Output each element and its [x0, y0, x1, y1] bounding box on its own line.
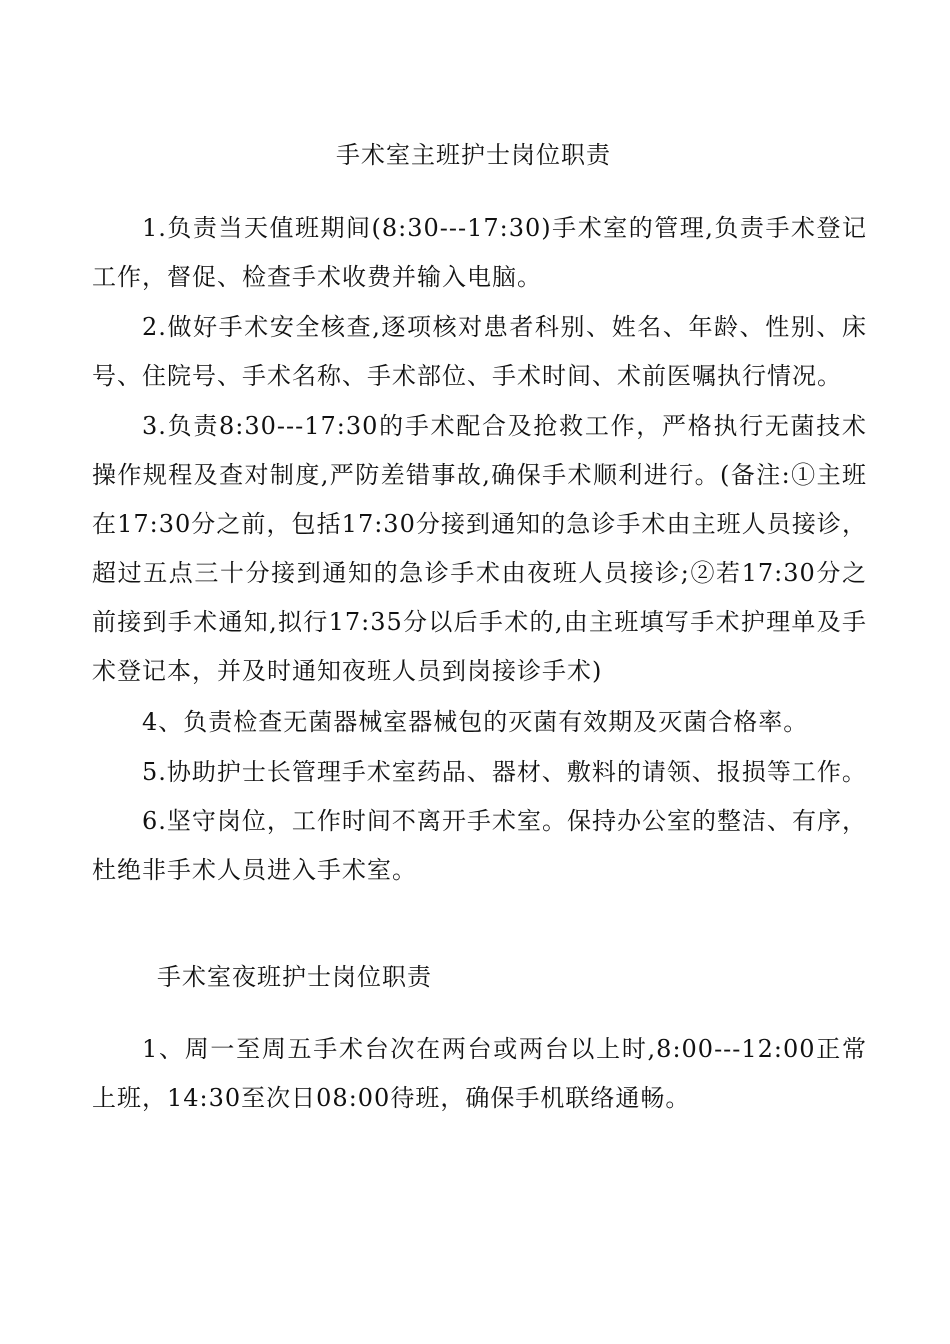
paragraph-duty-2: 2.做好手术安全核查,逐项核对患者科别、姓名、年龄、性别、床号、住院号、手术名称、手术部位、手术时间、术前医嘱执行情况。: [92, 313, 867, 390]
paragraph-duty-4: 4、负责检查无菌器械室器械包的灭菌有效期及灭菌合格率。: [142, 708, 809, 736]
paragraph-duty-3: 3.负责8:30---17:30的手术配合及抢救工作，严格执行无菌技术操作规程及查对制度,严防差错事故,确保手术顺利进行。(备注:①主班在17:30分之前，包括17:30分接到通知的急诊手术由主班人员接诊，超过五点三十分接到通知的急诊手术由夜班人员接诊;②若17:30分之前接到手术通知,拟行17:35分以后手术的,由主班填写手术护理单及手术登记本，并及时通知夜班人员到岗接诊手术): [92, 412, 867, 685]
paragraph-night-duty-1: 1、周一至周五手术台次在两台或两台以上时,8:00---12:00正常上班，14:30至次日08:00待班，确保手机联络通畅。: [92, 1035, 867, 1112]
section-title-night-shift: 手术室夜班护士岗位职责: [157, 963, 432, 991]
paragraph-duty-6: 6.坚守岗位，工作时间不离开手术室。保持办公室的整洁、有序，杜绝非手术人员进入手术室。: [92, 807, 867, 884]
section-title-day-shift: 手术室主班护士岗位职责: [336, 141, 611, 169]
paragraph-duty-5: 5.协助护士长管理手术室药品、器材、敷料的请领、报损等工作。: [142, 758, 867, 786]
paragraph-duty-1: 1.负责当天值班期间(8:30---17:30)手术室的管理,负责手术登记工作，督促、检查手术收费并输入电脑。: [92, 214, 867, 291]
